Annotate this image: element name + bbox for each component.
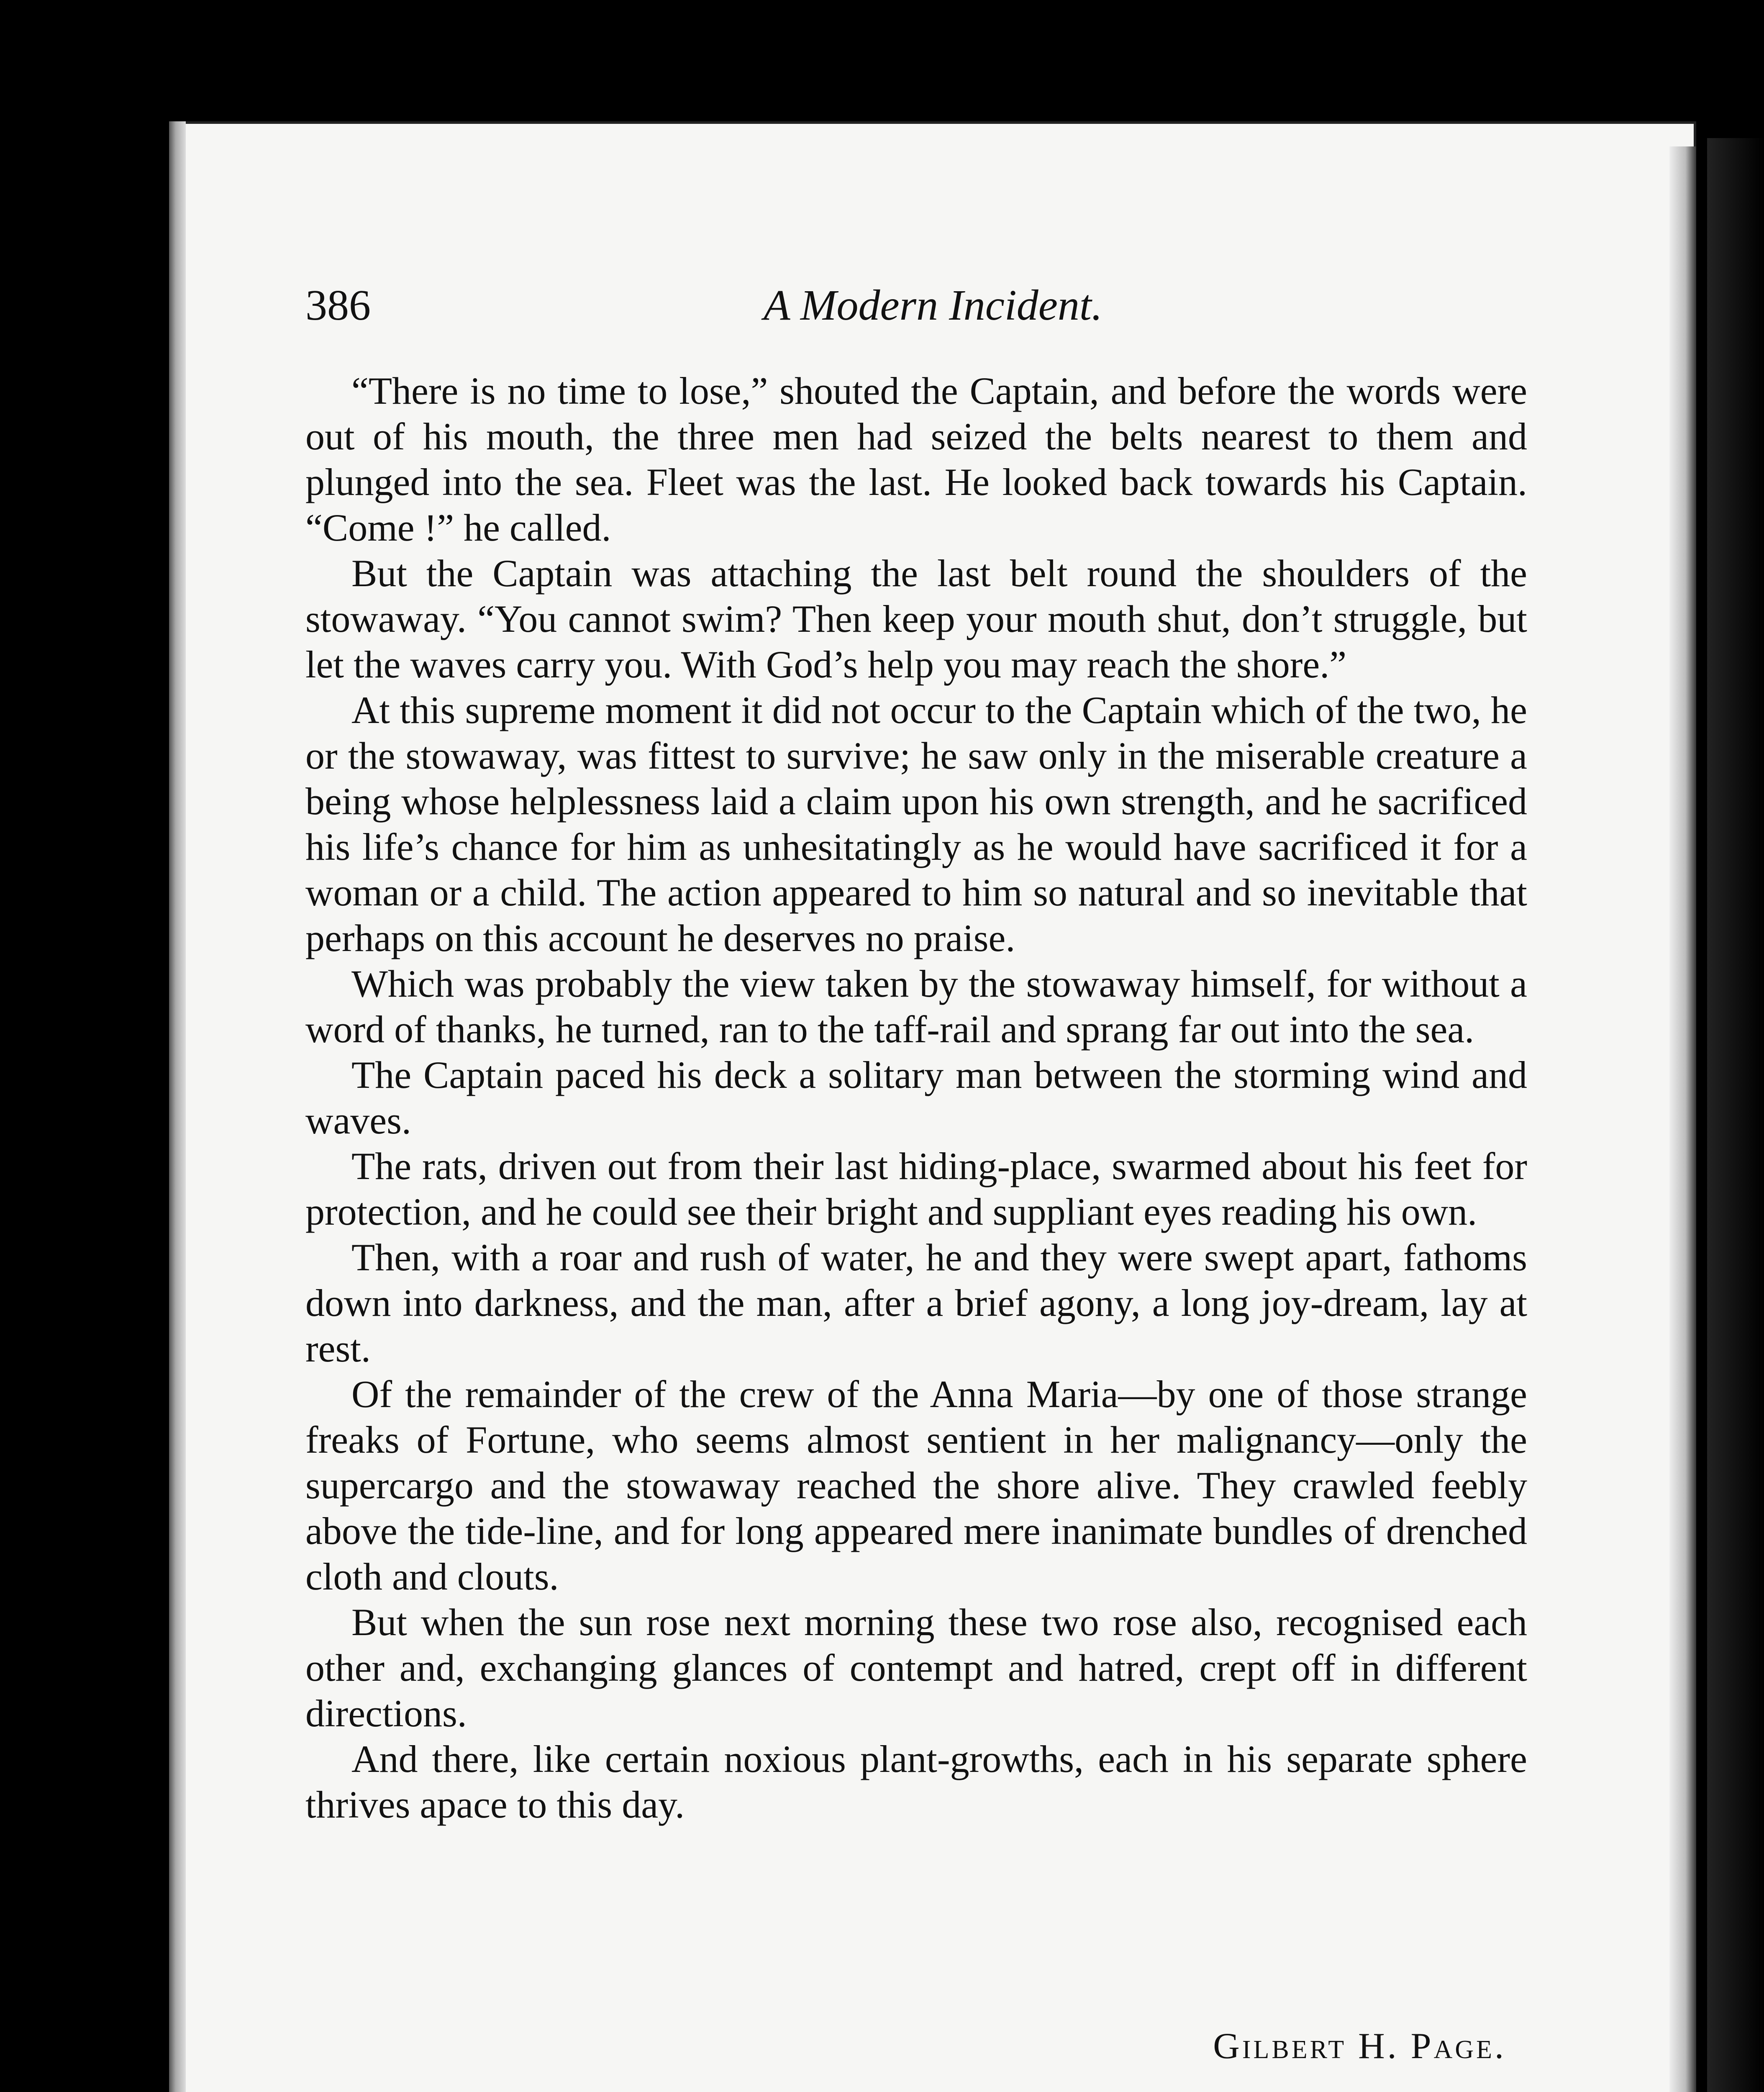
paragraph: The rats, driven out from their last hiding-place, swarmed about his feet for protection, and he could see their bright and suppliant eyes reading his own. (305, 1145, 1527, 1233)
opposite-page-edge (1707, 138, 1764, 2092)
paragraph: And there, like certain noxious plant-growths, each in his separate sphere thrives apace to this day. (305, 1738, 1527, 1826)
paragraph: Then, with a roar and rush of water, he and they were swept apart, fathoms down into darkness, and the man, after a brief agony, a long joy-dream, lay at rest. (305, 1236, 1527, 1370)
running-head (305, 280, 1561, 347)
paragraph: Of the remainder of the crew of the Anna Maria—by one of those strange freaks of Fortune, who seems almost sentient in her malignancy—only the supercargo and the stowaway reached the shore alive. They crawled feebly above the tide-line, and for long appeared mere inanimate bundles of drenched cloth and clouts. (305, 1373, 1527, 1598)
paragraph: Which was probably the view taken by the stowaway himself, for without a word of thanks, he turned, ran to the taff-rail and sprang far out into the sea. (305, 962, 1527, 1051)
page-number: 386 (305, 281, 371, 329)
page-gutter-shadow (169, 121, 186, 2092)
paragraph: At this supreme moment it did not occur to the Captain which of the two, he or the stowaway, was fittest to survive; he saw only in the miserable creature a being whose helplessness laid a claim upon his own strength, and he sacrificed his life’s chance for him as unhesitatingly as he would have sacrificed it for a woman or a child. The action appeared to him so natural and so inevitable that perhaps on this account he deserves no praise. (305, 689, 1527, 959)
paragraph: But when the sun rose next morning these two rose also, recognised each other and, exchanging glances of contempt and hatred, crept off in different directions. (305, 1601, 1527, 1735)
article-body (305, 368, 1527, 1828)
author-signature: Gilbert H. Page. (1213, 2026, 1506, 2066)
running-title: A Modern Incident. (764, 281, 1102, 329)
paragraph: But the Captain was attaching the last belt round the shoulders of the stowaway. “You cannot swim? Then keep your mouth shut, don’t struggle, but let the waves carry you. With God’s help you may reach the shore.” (305, 552, 1527, 686)
page-fore-edge (1669, 146, 1696, 2092)
paragraph: “There is no time to lose,” shouted the Captain, and before the words were out of his mouth, the three men had seized the belts nearest to them and plunged into the sea. Fleet was the last. He looked back towards his Captain. “Come !” he called. (305, 369, 1527, 549)
paragraph: The Captain paced his deck a solitary man between the storming wind and waves. (305, 1054, 1527, 1142)
